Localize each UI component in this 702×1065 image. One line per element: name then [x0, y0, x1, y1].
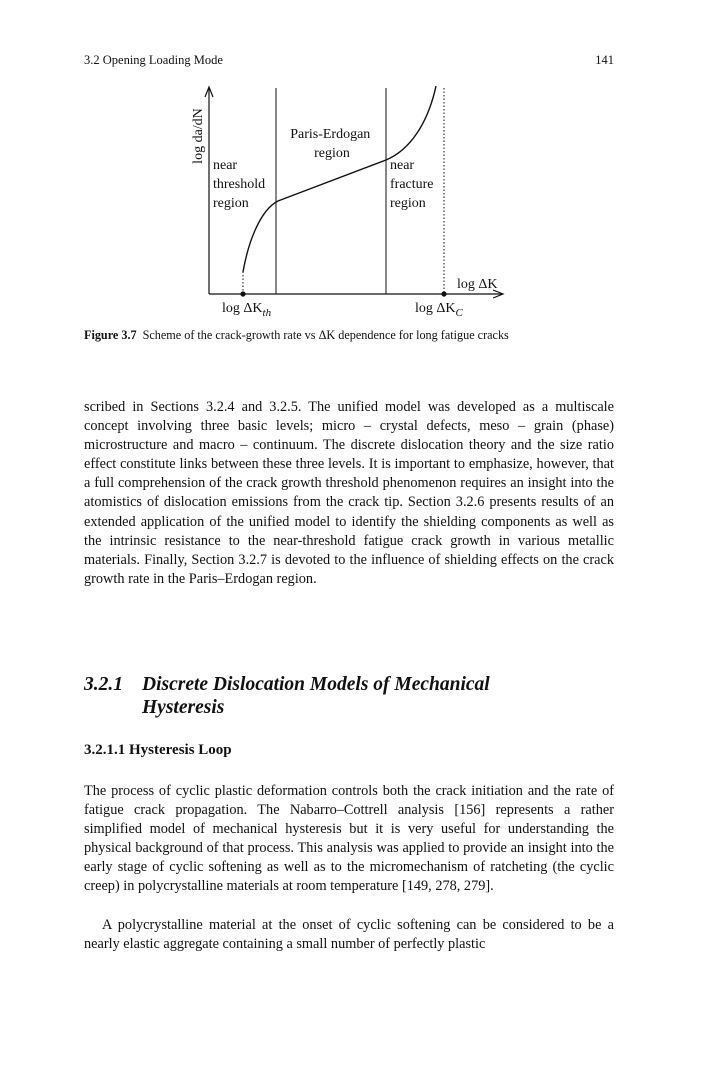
- paragraph-1: scribed in Sections 3.2.4 and 3.2.5. The unified model was developed as a multiscale concept involving three basic levels; micro – crystal defects, meso – grain (phase) microstructure and macro – continuum. The discrete dislocation theory and the size ratio effect constitute links between these three levels. It is important to emphasize, however, that a full comprehension of the crack growth threshold phenomenon requires an insight into the atomistics of dislocation emissions from the crack tip. Section 3.2.6 presents results of an extended application of the unified model to identify the shielding components as well as the intrinsic resistance to the near-threshold fatigue crack growth in various metallic materials. Finally, Section 3.2.7 is devoted to the influence of shielding effects on the crack growth rate in the Paris–Erdogan region.: [84, 399, 614, 587]
- section-heading-number: 3.2.1: [84, 674, 123, 695]
- region-label-paris-erdogan: Paris-Erdogan region: [290, 127, 371, 161]
- crack-growth-svg: [170, 78, 530, 323]
- region-label-fracture: near fracture region: [390, 158, 434, 211]
- x-axis-label: log ΔK: [457, 277, 498, 292]
- page-number: 141: [595, 53, 614, 67]
- region-label-threshold: near threshold region: [213, 158, 266, 211]
- running-head: [84, 53, 614, 71]
- threshold-point: [240, 291, 245, 296]
- tick-label-critical: $\log \Delta K_C$: [415, 301, 463, 319]
- figure-caption-label: Figure 3.7: [84, 328, 137, 342]
- figure-crack-growth-diagram: [170, 78, 530, 323]
- section-heading-title-2: Hysteresis: [142, 697, 225, 718]
- paragraph-3: A polycrystalline material at the onset of cyclic softening can be considered to be a nearly elastic aggregate containing a small number of perfectly plastic: [84, 917, 614, 953]
- section-heading-title-1: Discrete Dislocation Models of Mechanical: [142, 674, 490, 695]
- paragraph-2: The process of cyclic plastic deformation controls both the crack initiation and the rate of fatigue crack propagation. The Nabarro–Cottrell analysis [156] represents a rather simplified model of mechanical hysteresis but it is very useful for understanding the physical background of that process. This analysis was applied to provide an insight into the early stage of cyclic softening as well as to the micromechanism of ratcheting (the cyclic creep) in polycrystalline materials at room temperature [149, 278, 279].: [84, 783, 614, 895]
- figure-caption: [84, 327, 614, 344]
- figure-caption-text: Scheme of the crack-growth rate vs ΔK dependence for long fatigue cracks: [142, 328, 509, 342]
- running-head-section: 3.2 Opening Loading Mode: [84, 53, 223, 67]
- y-axis-label: log da/dN: [191, 108, 206, 164]
- tick-label-threshold: $\log \Delta K_{th}$: [222, 301, 272, 319]
- section-heading: [84, 673, 614, 719]
- subsection-heading: 3.2.1.1 Hysteresis Loop: [84, 742, 232, 758]
- critical-point: [441, 291, 446, 296]
